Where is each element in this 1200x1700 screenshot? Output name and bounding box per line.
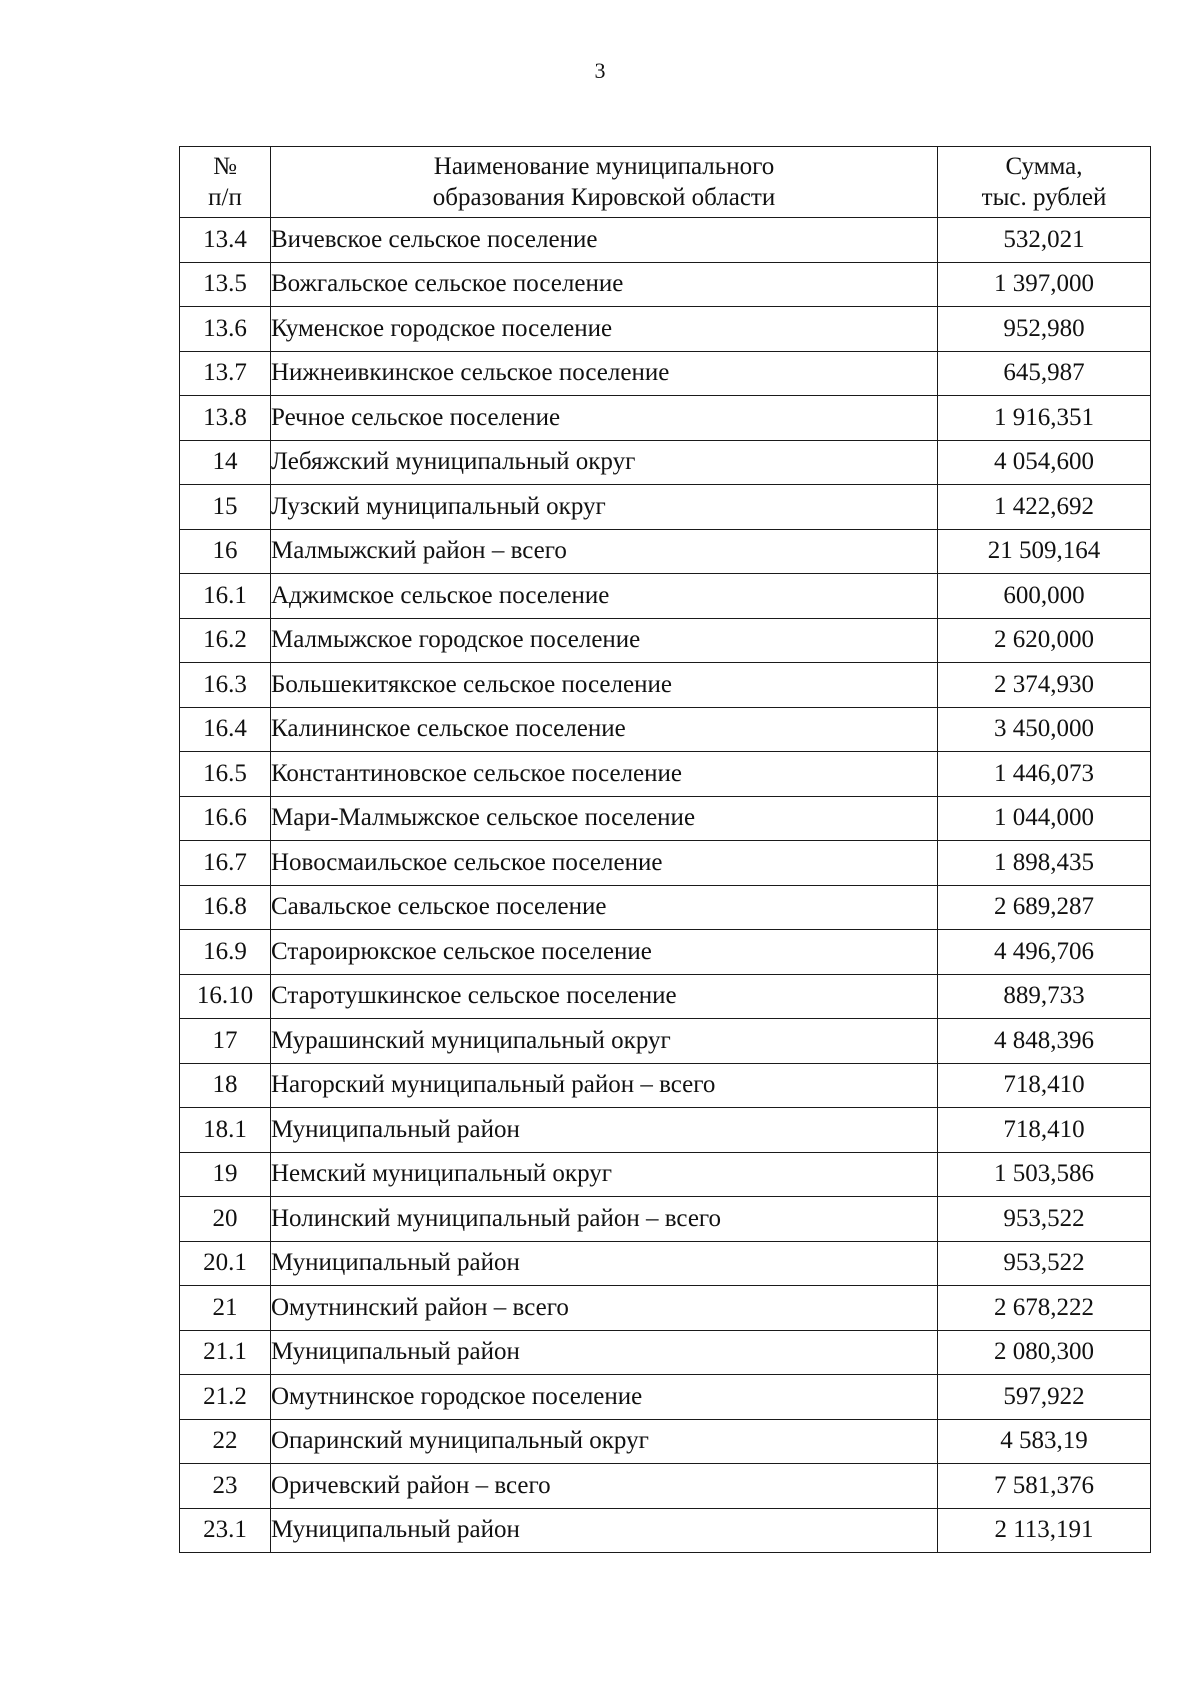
row-number-cell: 16.1 [180, 574, 271, 619]
table-row [180, 485, 1151, 530]
row-name-cell: Константиновское сельское поселение [271, 752, 938, 797]
row-sum-cell: 532,021 [938, 218, 1151, 263]
header-name-line-2: образования Кировской области [432, 184, 776, 211]
table-row [180, 351, 1151, 396]
table-row [180, 663, 1151, 708]
row-number-cell: 16.6 [180, 796, 271, 841]
row-sum-cell: 2 113,191 [938, 1508, 1151, 1553]
header-sum-line-1: Сумма, [1005, 152, 1083, 180]
row-number-cell: 19 [180, 1152, 271, 1197]
row-number-cell: 20.1 [180, 1241, 271, 1286]
table-row [180, 796, 1151, 841]
table-row [180, 1063, 1151, 1108]
table-row [180, 974, 1151, 1019]
table-body [180, 218, 1151, 1553]
row-number-cell: 18.1 [180, 1108, 271, 1153]
row-number-cell: 21 [180, 1286, 271, 1331]
header-sum [938, 147, 1151, 218]
row-sum-cell: 2 620,000 [938, 618, 1151, 663]
row-sum-cell: 1 503,586 [938, 1152, 1151, 1197]
row-name-cell: Савальское сельское поселение [271, 885, 938, 930]
row-name-cell: Новосмаильское сельское поселение [271, 841, 938, 886]
table-row [180, 752, 1151, 797]
row-number-cell: 13.4 [180, 218, 271, 263]
row-sum-cell: 2 678,222 [938, 1286, 1151, 1331]
row-number-cell: 23.1 [180, 1508, 271, 1553]
row-sum-cell: 889,733 [938, 974, 1151, 1019]
row-sum-cell: 4 583,19 [938, 1419, 1151, 1464]
row-sum-cell: 718,410 [938, 1108, 1151, 1153]
row-sum-cell: 2 080,300 [938, 1330, 1151, 1375]
row-name-cell: Вожгальское сельское поселение [271, 262, 938, 307]
table-row [180, 218, 1151, 263]
table-header-row [180, 147, 1151, 218]
row-number-cell: 16.7 [180, 841, 271, 886]
row-name-cell: Мари-Малмыжское сельское поселение [271, 796, 938, 841]
table-row [180, 396, 1151, 441]
row-number-cell: 14 [180, 440, 271, 485]
row-sum-cell: 952,980 [938, 307, 1151, 352]
row-name-cell: Нижнеивкинское сельское поселение [271, 351, 938, 396]
row-number-cell: 16.3 [180, 663, 271, 708]
table-row [180, 1464, 1151, 1509]
table-row [180, 529, 1151, 574]
table-row [180, 1019, 1151, 1064]
table-row [180, 440, 1151, 485]
row-number-cell: 16.2 [180, 618, 271, 663]
table-row [180, 618, 1151, 663]
table-row [180, 1241, 1151, 1286]
row-number-cell: 16 [180, 529, 271, 574]
row-sum-cell: 4 496,706 [938, 930, 1151, 975]
row-sum-cell: 1 446,073 [938, 752, 1151, 797]
row-sum-cell: 4 848,396 [938, 1019, 1151, 1064]
row-name-cell: Большекитякское сельское поселение [271, 663, 938, 708]
row-name-cell: Малмыжское городское поселение [271, 618, 938, 663]
row-sum-cell: 21 509,164 [938, 529, 1151, 574]
row-sum-cell: 7 581,376 [938, 1464, 1151, 1509]
row-sum-cell: 953,522 [938, 1241, 1151, 1286]
row-name-cell: Лузский муниципальный округ [271, 485, 938, 530]
table-row [180, 307, 1151, 352]
row-name-cell: Староирюкское сельское поселение [271, 930, 938, 975]
row-sum-cell: 2 374,930 [938, 663, 1151, 708]
row-name-cell: Омутнинское городское поселение [271, 1375, 938, 1420]
row-name-cell: Муниципальный район [271, 1508, 938, 1553]
row-name-cell: Мурашинский муниципальный округ [271, 1019, 938, 1064]
row-sum-cell: 1 916,351 [938, 396, 1151, 441]
table-row [180, 1330, 1151, 1375]
row-name-cell: Малмыжский район – всего [271, 529, 938, 574]
row-sum-cell: 4 054,600 [938, 440, 1151, 485]
row-name-cell: Аджимское сельское поселение [271, 574, 938, 619]
row-name-cell: Опаринский муниципальный округ [271, 1419, 938, 1464]
header-name [271, 147, 938, 218]
row-number-cell: 16.4 [180, 707, 271, 752]
row-sum-cell: 1 044,000 [938, 796, 1151, 841]
row-number-cell: 20 [180, 1197, 271, 1242]
table-row [180, 1108, 1151, 1153]
row-sum-cell: 645,987 [938, 351, 1151, 396]
table-row [180, 262, 1151, 307]
row-name-cell: Нагорский муниципальный район – всего [271, 1063, 938, 1108]
row-number-cell: 13.5 [180, 262, 271, 307]
allocation-table [179, 146, 1151, 1553]
row-name-cell: Немский муниципальный округ [271, 1152, 938, 1197]
table-row [180, 574, 1151, 619]
row-name-cell: Оричевский район – всего [271, 1464, 938, 1509]
row-name-cell: Речное сельское поселение [271, 396, 938, 441]
row-sum-cell: 597,922 [938, 1375, 1151, 1420]
row-name-cell: Нолинский муниципальный район – всего [271, 1197, 938, 1242]
row-number-cell: 16.8 [180, 885, 271, 930]
table-row [180, 930, 1151, 975]
row-number-cell: 18 [180, 1063, 271, 1108]
row-number-cell: 21.1 [180, 1330, 271, 1375]
row-number-cell: 16.9 [180, 930, 271, 975]
row-sum-cell: 1 397,000 [938, 262, 1151, 307]
row-number-cell: 22 [180, 1419, 271, 1464]
row-name-cell: Муниципальный район [271, 1330, 938, 1375]
row-number-cell: 13.6 [180, 307, 271, 352]
row-sum-cell: 953,522 [938, 1197, 1151, 1242]
row-sum-cell: 1 422,692 [938, 485, 1151, 530]
row-number-cell: 16.10 [180, 974, 271, 1019]
row-sum-cell: 3 450,000 [938, 707, 1151, 752]
row-name-cell: Куменское городское поселение [271, 307, 938, 352]
row-sum-cell: 718,410 [938, 1063, 1151, 1108]
row-number-cell: 15 [180, 485, 271, 530]
row-sum-cell: 2 689,287 [938, 885, 1151, 930]
header-number [180, 147, 271, 218]
row-number-cell: 16.5 [180, 752, 271, 797]
table-row [180, 1197, 1151, 1242]
table-row [180, 1286, 1151, 1331]
header-number-line-1: № [213, 152, 237, 180]
header-name-line-1: Наименование муниципального [433, 152, 775, 180]
row-number-cell: 21.2 [180, 1375, 271, 1420]
row-name-cell: Старотушкинское сельское поселение [271, 974, 938, 1019]
table-row [180, 1419, 1151, 1464]
table-row [180, 1152, 1151, 1197]
row-name-cell: Калининское сельское поселение [271, 707, 938, 752]
row-number-cell: 17 [180, 1019, 271, 1064]
table-row [180, 885, 1151, 930]
row-name-cell: Муниципальный район [271, 1108, 938, 1153]
row-name-cell: Муниципальный район [271, 1241, 938, 1286]
row-number-cell: 13.8 [180, 396, 271, 441]
row-name-cell: Омутнинский район – всего [271, 1286, 938, 1331]
table-row [180, 1508, 1151, 1553]
row-number-cell: 13.7 [180, 351, 271, 396]
row-number-cell: 23 [180, 1464, 271, 1509]
row-name-cell: Вичевское сельское поселение [271, 218, 938, 263]
table-row [180, 841, 1151, 886]
row-sum-cell: 1 898,435 [938, 841, 1151, 886]
table-row [180, 707, 1151, 752]
row-sum-cell: 600,000 [938, 574, 1151, 619]
table-row [180, 1375, 1151, 1420]
page-number: 3 [594, 58, 606, 83]
row-name-cell: Лебяжский муниципальный округ [271, 440, 938, 485]
header-sum-line-2: тыс. рублей [981, 184, 1107, 211]
header-number-line-2: п/п [208, 184, 242, 211]
